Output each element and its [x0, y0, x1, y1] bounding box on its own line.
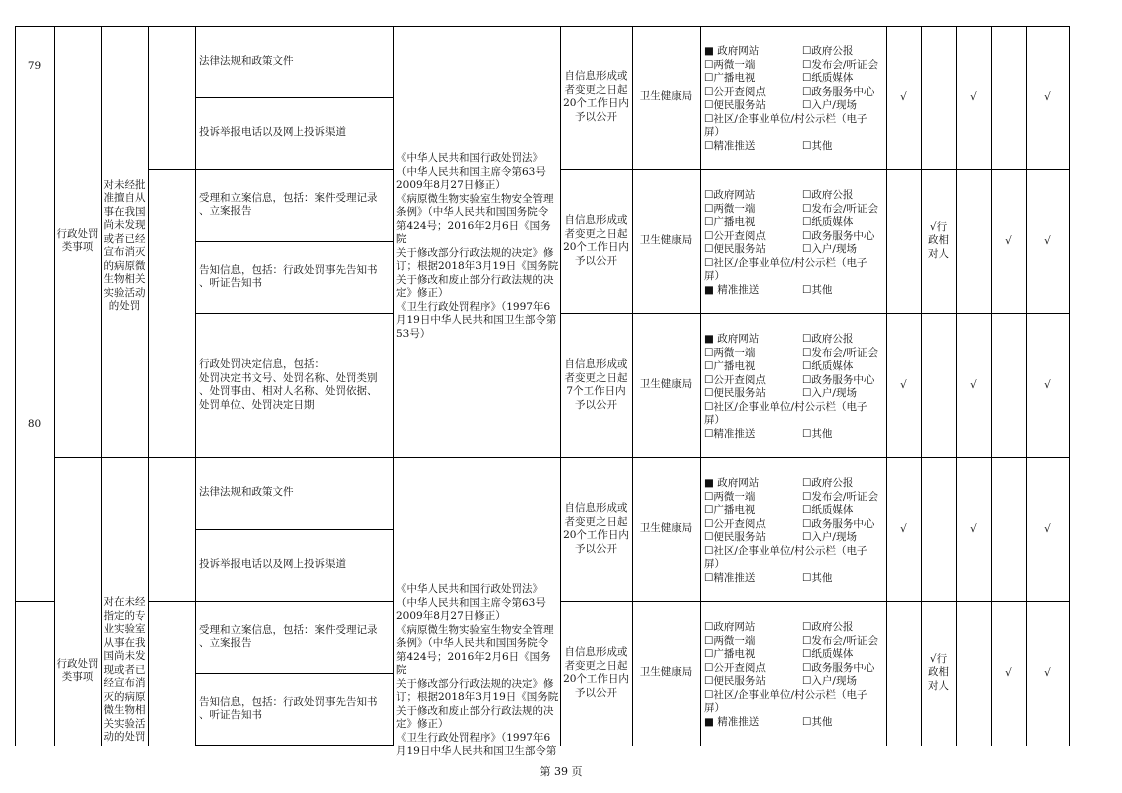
channel-list — [700, 189, 886, 297]
channel-community: ☐社区/企事业单位/村公示栏（电子 屏） — [704, 544, 868, 570]
department: 卫生健康局 — [639, 234, 693, 247]
channel-broadcast: ☐广播电视 — [704, 504, 756, 516]
channel-list — [700, 45, 886, 153]
channel-twomicro: ☐两微一端 — [704, 490, 756, 503]
channel-service: ☐便民服务站 — [704, 531, 766, 543]
page-number: 第 39 页 — [539, 765, 583, 778]
check-mark: √ — [1044, 667, 1051, 680]
check-mark: √ — [1044, 523, 1051, 536]
check-mark: √ — [1044, 379, 1051, 392]
channel-press: ☐发布会/听证会 — [802, 634, 878, 647]
channel-consult: ☐公开查阅点 — [704, 229, 766, 242]
channel-gazette: ☐政府公报 — [802, 621, 854, 633]
channel-broadcast: ☐广播电视 — [704, 72, 756, 84]
channel-service: ☐便民服务站 — [704, 387, 766, 399]
department: 卫生健康局 — [639, 378, 693, 391]
channel-paper: ☐纸质媒体 — [802, 360, 854, 372]
channel-paper: ☐纸质媒体 — [802, 648, 854, 660]
channel-other: ☐其他 — [802, 571, 833, 584]
check-mark: √ — [1044, 91, 1051, 104]
content-notice: 告知信息，包括：行政处罚事先告知书 、听证告知书 — [199, 695, 378, 721]
channel-broadcast: ☐广播电视 — [704, 648, 756, 660]
channel-center: ☐政务服务中心 — [802, 373, 875, 386]
category-cell: 行政处罚 类事项 — [56, 227, 99, 253]
channel-broadcast: ☐广播电视 — [704, 216, 756, 228]
channel-visit: ☐入户/现场 — [802, 675, 857, 687]
check-mark: √ — [900, 523, 907, 536]
channel-center: ☐政务服务中心 — [802, 229, 875, 242]
channel-paper: ☐纸质媒体 — [802, 72, 854, 84]
content-filing: 受理和立案信息，包括：案件受理记录 、立案报告 — [199, 191, 378, 217]
check-target-party: √行 政相 对人 — [928, 652, 949, 692]
check-mark: √ — [970, 379, 977, 392]
channel-press: ☐发布会/听证会 — [802, 202, 878, 215]
check-mark: √ — [900, 379, 907, 392]
channel-push: ☐精准推送 — [704, 139, 756, 152]
legal-basis: 《中华人民共和国行政处罚法》 （中华人民共和国主席令第63号 2009年8月27日修正） 《病原微生物实验室生物安全管理 条例》（中华人民共和国国务院令 第424号；2016年2月6日《国务院 关于修改部分行政法规的决定》修 订；根据2018年3月19日《国务院 关于修改和废止部分行政法规的决 定》修正） 《卫生行政处罚程序》（1997年6 月19日中华人民共和国卫生部令第 — [396, 583, 559, 757]
channel-community: ☐社区/企事业单位/村公示栏（电子 屏） — [704, 400, 868, 426]
row-number-79: 79 — [27, 60, 42, 73]
time-limit: 自信息形成或 者变更之日起 7个工作日内 予以公开 — [564, 358, 628, 411]
channel-consult: ☐公开查阅点 — [704, 517, 766, 530]
channel-consult: ☐公开查阅点 — [704, 661, 766, 674]
check-mark: √ — [1005, 667, 1012, 680]
subject-cell: 对未经批 准擅自从 事在我国 尚未发现 或者已经 宣布消灭 的病原微 生物相关 实验活动 的处罚 — [103, 178, 146, 312]
channel-web: ■ 政府网站 — [704, 477, 760, 489]
channel-consult: ☐公开查阅点 — [704, 373, 766, 386]
channel-push: ☐精准推送 — [704, 427, 756, 440]
time-limit: 自信息形成或 者变更之日起 20个工作日内 予以公开 — [563, 502, 629, 555]
channel-press: ☐发布会/听证会 — [802, 490, 878, 503]
check-target-party: √行 政相 对人 — [928, 220, 949, 260]
content-decision: 行政处罚决定信息，包括： 处罚决定书文号、处罚名称、处罚类别 、处罚事由、相对人名称、处罚依据、 处罚单位、处罚决定日期 — [199, 358, 378, 411]
content-law: 法律法规和政策文件 — [199, 54, 294, 67]
time-limit: 自信息形成或 者变更之日起 20个工作日内 予以公开 — [563, 70, 629, 123]
content-complaint: 投诉举报电话以及网上投诉渠道 — [199, 126, 346, 139]
channel-broadcast: ☐广播电视 — [704, 360, 756, 372]
subject-cell: 对在未经 指定的专 业实验室 从事在我 国尚未发 现或者已 经宣布消 灭的病原 微生物相 关实验活 动的处罚 — [103, 596, 146, 743]
channel-list — [700, 621, 886, 729]
channel-push: ■ 精准推送 — [704, 715, 760, 728]
channel-web: ☐政府网站 — [704, 189, 756, 201]
channel-service: ☐便民服务站 — [704, 99, 766, 111]
department: 卫生健康局 — [639, 90, 693, 103]
check-mark: √ — [1044, 235, 1051, 248]
content-law: 法律法规和政策文件 — [199, 486, 294, 499]
channel-other: ☐其他 — [802, 139, 833, 152]
channel-gazette: ☐政府公报 — [802, 189, 854, 201]
channel-twomicro: ☐两微一端 — [704, 634, 756, 647]
channel-push: ■ 精准推送 — [704, 283, 760, 296]
content-complaint: 投诉举报电话以及网上投诉渠道 — [199, 558, 346, 571]
channel-community: ☐社区/企事业单位/村公示栏（电子 屏） — [704, 112, 868, 138]
channel-consult: ☐公开查阅点 — [704, 85, 766, 98]
channel-web: ☐政府网站 — [704, 621, 756, 633]
content-filing: 受理和立案信息，包括：案件受理记录 、立案报告 — [199, 623, 378, 649]
channel-gazette: ☐政府公报 — [802, 333, 854, 345]
channel-service: ☐便民服务站 — [704, 675, 766, 687]
channel-community: ☐社区/企事业单位/村公示栏（电子 屏） — [704, 688, 868, 714]
category-cell: 行政处罚 类事项 — [56, 657, 99, 683]
content-notice: 告知信息，包括：行政处罚事先告知书 、听证告知书 — [199, 263, 378, 289]
channel-visit: ☐入户/现场 — [802, 99, 857, 111]
channel-paper: ☐纸质媒体 — [802, 216, 854, 228]
time-limit: 自信息形成或 者变更之日起 20个工作日内 予以公开 — [563, 214, 629, 267]
channel-other: ☐其他 — [802, 427, 833, 440]
time-limit: 自信息形成或 者变更之日起 20个工作日内 予以公开 — [563, 646, 629, 699]
channel-twomicro: ☐两微一端 — [704, 58, 756, 71]
channel-center: ☐政务服务中心 — [802, 517, 875, 530]
channel-twomicro: ☐两微一端 — [704, 346, 756, 359]
channel-gazette: ☐政府公报 — [802, 45, 854, 57]
channel-list — [700, 477, 886, 585]
channel-service: ☐便民服务站 — [704, 243, 766, 255]
row-number-80: 80 — [27, 418, 42, 431]
check-mark: √ — [970, 523, 977, 536]
channel-visit: ☐入户/现场 — [802, 387, 857, 399]
channel-press: ☐发布会/听证会 — [802, 58, 878, 71]
channel-web: ■ 政府网站 — [704, 45, 760, 57]
channel-list — [700, 333, 886, 441]
channel-press: ☐发布会/听证会 — [802, 346, 878, 359]
channel-other: ☐其他 — [802, 715, 833, 728]
channel-other: ☐其他 — [802, 283, 833, 296]
channel-gazette: ☐政府公报 — [802, 477, 854, 489]
channel-web: ■ 政府网站 — [704, 333, 760, 345]
department: 卫生健康局 — [639, 666, 693, 679]
channel-center: ☐政务服务中心 — [802, 85, 875, 98]
channel-visit: ☐入户/现场 — [802, 531, 857, 543]
check-mark: √ — [900, 91, 907, 104]
channel-center: ☐政务服务中心 — [802, 661, 875, 674]
check-mark: √ — [970, 91, 977, 104]
legal-basis: 《中华人民共和国行政处罚法》 （中华人民共和国主席令第63号 2009年8月27日修正） 《病原微生物实验室生物安全管理 条例》（中华人民共和国国务院令 第424号；2016年2月6日《国务院 关于修改部分行政法规的决定》修 订；根据2018年3月19日《国务院 关于修改和废止部分行政法规的决 定》修正） 《卫生行政处罚程序》（1997年6 月19日中华人民共和国卫生部令第 53号） — [396, 152, 559, 340]
channel-visit: ☐入户/现场 — [802, 243, 857, 255]
check-mark: √ — [1005, 235, 1012, 248]
department: 卫生健康局 — [639, 522, 693, 535]
channel-paper: ☐纸质媒体 — [802, 504, 854, 516]
channel-push: ☐精准推送 — [704, 571, 756, 584]
channel-community: ☐社区/企事业单位/村公示栏（电子 屏） — [704, 256, 868, 282]
channel-twomicro: ☐两微一端 — [704, 202, 756, 215]
